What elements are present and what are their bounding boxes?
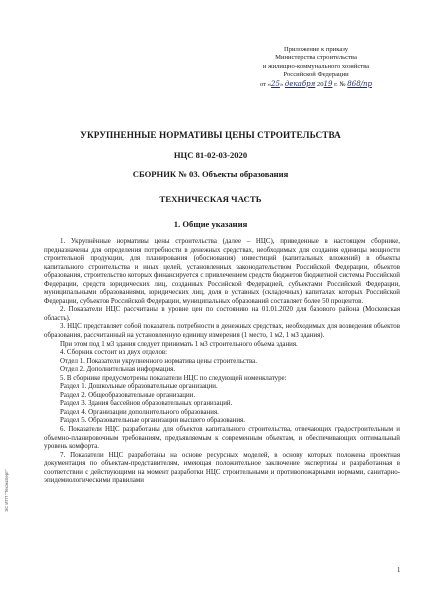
paragraph: 7. Показатели НЦС разработаны на основе ресурсных моделей, в основу которых положена проектная документация по объектам-представителям, имеющая положительное заключение экспертизы и разработанная в соответствии с действующими на момент разработки НЦС строительными и противопожарными нормами, санитарно-эпидемиологическими правилами: [44, 451, 400, 485]
paragraph: Раздел 5. Образовательные организации высшего образования.: [60, 417, 245, 425]
paragraph: 6. Показатели НЦС разработаны для объектов капитального строительства, отвечающих градостроительным и объемно-планировочным требованиям, предъявляемым к современным объектам, и обеспечивающих оптимальный уровень комфорта.: [44, 426, 400, 451]
paragraph: Отдел 1. Показатели укрупненного норматива цены строительства.: [60, 357, 257, 365]
date-month: декабря: [284, 79, 316, 88]
section-title: ТЕХНИЧЕСКАЯ ЧАСТЬ: [159, 194, 262, 204]
paragraph: 4. Сборник состоит из двух отделов:: [60, 349, 168, 357]
paragraph: Отдел 2. Дополнительная информация.: [60, 366, 176, 374]
order-number: 868/пр: [347, 79, 372, 88]
paragraph: 1. Укрупнённые нормативы цены строительства (далее – НЦС), приведенные в настоящем сборнике, предназначены для определения потребности в денежных средствах, необходимых для создания единицы мощности строительной продукции, для планирования (обоснования) инвестиций (капитальных вложений) в объекты капитального строительства и иных целей, установленных законодательством Российской Федерации, объектов образования, строительство которых финансируется с привлечением средств бюджетов бюджетной системы Российской Федерации, средств юридических лиц, созданных Российской Федерацией, субъектами Российской Федерации, муниципальными образованиями, юридических лиц, доля в уставных (складочных) капиталах которых Российской Федерации, субъектов Российской Федерации, муниципальных образований составляет более 50 процентов.: [44, 238, 400, 305]
paragraph: Раздел 2. Общеобразовательные организации.: [60, 391, 196, 399]
paragraph: 3. НЦС представляет собой показатель потребности в денежных средствах, необходимых для возведения объектов образования, рассчитанный на установленную единицу измерения (1 место, 1 м2, 1 м3 здания).: [44, 323, 400, 340]
paragraph: Раздел 1. Дошкольные образовательные организации.: [60, 383, 218, 391]
document-code: НЦС 81-02-03-2020: [173, 150, 248, 160]
date-day: 25: [271, 79, 280, 88]
appendix-line: и жилищно-коммунального хозяйства: [262, 62, 370, 70]
date-year: 19: [323, 79, 333, 88]
document-title: УКРУПНЕННЫЕ НОРМАТИВЫ ЦЕНЫ СТРОИТЕЛЬСТВА: [80, 130, 341, 140]
appendix-line: Министерства строительства: [275, 54, 357, 62]
paragraph: При этом под 1 м3 здания следует принимать 1 м3 строительного объема здания.: [60, 340, 298, 348]
paragraph: 2. Показатели НЦС рассчитаны в уровне цен по состоянию на 01.01.2020 для базового района (Московская область).: [44, 306, 400, 322]
collection-title: СБОРНИК № 03. Объекты образования: [132, 169, 289, 179]
appendix-line: Российской Федерации: [283, 71, 349, 79]
page-number: 1: [397, 567, 401, 574]
paragraph: Раздел 4. Организации дополнительного образования.: [60, 408, 219, 416]
paragraph: 5. В сборнике предусмотрены показатели НЦС по следующей номенклатуре:: [60, 374, 287, 382]
body-text: [44, 238, 400, 486]
subsection-title: 1. Общие указания: [173, 219, 248, 229]
appendix-header: [228, 46, 404, 89]
side-watermark-note: ЭС ИТП "Техэксперт": [4, 469, 9, 512]
paragraph: Раздел 3. Здания бассейнов образовательных организаций.: [60, 400, 233, 408]
appendix-line: Приложение к приказу: [283, 46, 349, 53]
appendix-date-line: от «25» декабря 2019 г. № 868/пр: [260, 79, 372, 88]
